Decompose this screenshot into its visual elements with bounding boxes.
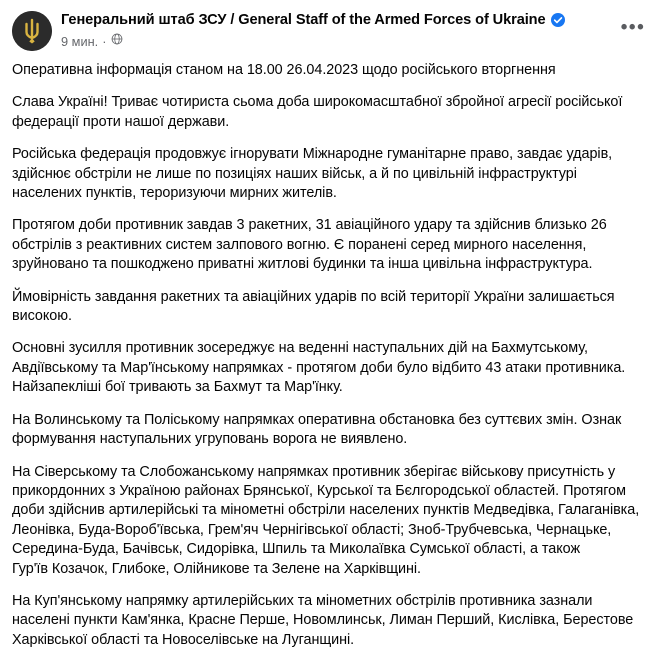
post-header-text <box>52 10 617 50</box>
post-paragraph: Протягом доби противник завдав 3 ракетних, 31 авіаційного удару та здійснив близько 26 обстрілів з реактивних систем залпового вогню. Є поранені серед мирного населення, зруйновано та пошкоджено приватні житлові будинки та інша цивільна інфраструктура. <box>12 217 607 273</box>
post-paragraph: На Куп'янському напрямку артилерійських та мінометних обстрілів противника зазнали населені пункти Кам'янка, Красне Перше, Новомлинськ, Лиман Перший, Кислівка, Берестове Харківської області та Новоселівське на Луганщині. <box>12 592 634 648</box>
post-paragraph: На Волинському та Поліському напрямках оперативна обстановка без суттєвих змін. Ознак формування наступальних угруповань ворога не виявлено. <box>12 411 622 448</box>
timestamp[interactable]: 9 мин. <box>61 33 99 49</box>
post-paragraph: Слава Україні! Триває чотириста сьома доба широкомасштабної збройної агресії російської федерації проти нашої держави. <box>12 94 623 130</box>
post-body <box>0 55 661 660</box>
coat-of-arms-avatar-icon <box>12 11 52 51</box>
post-paragraph: На Сіверському та Слобожанському напрямках противник зберігає військову присутність у прикордонних з Україною районах Брянської, Курської та Бєлгородської областей. Протягом доби здійснив артилерійські та мінометні обстріли населених пунктів Медведівка, Галаганівка, Леонівка, Буда-Вороб'ївська, Грем'яч Чернігівської області; Зноб-Трубчевська, Чернацьке, Середина-Буда, Бачівськ, Сидорівка, Шпиль та Миколаївка Сумської області, а також <box>12 463 640 558</box>
post-options-label: ••• <box>620 17 646 38</box>
verified-badge-icon <box>551 13 565 27</box>
avatar[interactable] <box>12 11 52 51</box>
page-name[interactable]: Генеральний штаб ЗСУ / General Staff of the Armed Forces of Ukraine <box>61 12 546 28</box>
post-header <box>0 0 661 55</box>
post-paragraph: Гур'їв Козачок, Глибоке, Олійникове та Зелене на Харківщині. <box>12 560 421 577</box>
post-options-button[interactable] <box>617 12 649 44</box>
post-paragraph: Оперативна інформація станом на 18.00 26.04.2023 щодо російського вторгнення <box>12 62 556 78</box>
globe-icon <box>111 32 123 50</box>
post-paragraph: Основні зусилля противник зосереджує на веденні наступальних дій на Бахмутському, Авдіївському та Мар'їнському напрямках - протягом доби було відбито 43 атаки противника. Найзапекліші бої тривають за Бахмут та Мар'їнку. <box>12 340 626 396</box>
author-row <box>61 11 617 29</box>
post-paragraph: Російська федерація продовжує ігнорувати Міжнародне гуманітарне право, завдає ударів, здійснює обстріли не лише по позиціях наших військ, а й по цивільній інфраструктурі населених пунктів, тероризуючи мирних жителів. <box>12 146 613 202</box>
post-meta <box>61 32 617 50</box>
meta-separator: · <box>102 33 107 49</box>
post-paragraph: Ймовірність завдання ракетних та авіаційних ударів по всій території України залишається високою. <box>12 288 615 325</box>
